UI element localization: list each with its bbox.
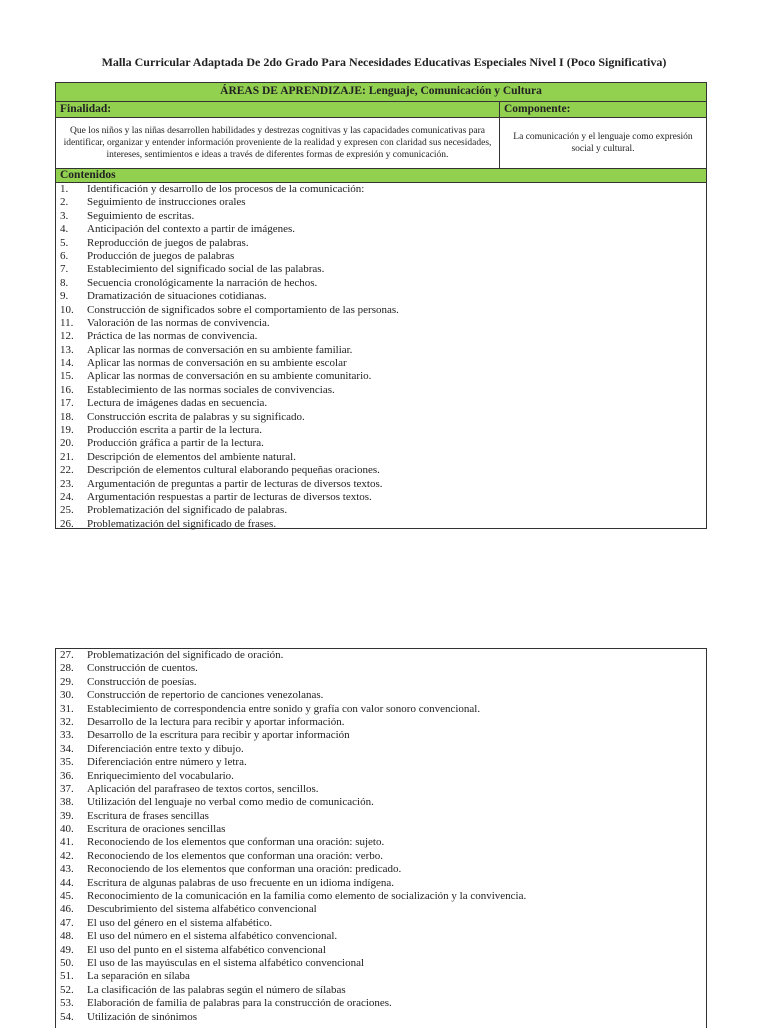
- list-item-number: 41.: [60, 836, 74, 849]
- list-item: [56, 277, 706, 290]
- list-item-text: Identificación y desarrollo de los procesos de la comunicación:: [87, 183, 365, 195]
- list-item-text: Desarrollo de la lectura para recibir y aportar información.: [87, 715, 345, 728]
- list-item-number: 39.: [60, 809, 74, 822]
- list-item-number: 21.: [60, 450, 74, 463]
- column-headers: [56, 102, 706, 118]
- list-item: [56, 518, 706, 531]
- list-item: [56, 810, 706, 823]
- list-item: [56, 689, 706, 702]
- list-item: [56, 397, 706, 410]
- list-item-text: Reproducción de juegos de palabras.: [87, 236, 249, 249]
- curriculum-table-continued: [55, 648, 707, 1028]
- list-item: [56, 796, 706, 809]
- list-item-text: Problematización del significado de palabras.: [87, 504, 288, 517]
- list-item: [56, 491, 706, 504]
- contenidos-label: Contenidos: [56, 169, 706, 183]
- list-item-number: 32.: [60, 715, 74, 728]
- list-item-text: Escritura de algunas palabras de uso frecuente en un idioma indígena.: [87, 876, 394, 889]
- list-item-text: Secuencia cronológicamente la narración de hechos.: [87, 276, 318, 289]
- document-title: Malla Curricular Adaptada De 2do Grado Para Necesidades Educativas Especiales Nivel I (Poco Significativa): [101, 55, 667, 69]
- list-item: [56, 210, 706, 223]
- list-item-text: El uso del género en el sistema alfabético.: [87, 916, 273, 929]
- list-item-number: 53.: [60, 997, 74, 1010]
- list-item-text: El uso de las mayúsculas en el sistema alfabético convencional: [87, 956, 365, 969]
- list-item-text: El uso del punto en el sistema alfabético convencional: [87, 943, 326, 956]
- area-header: ÁREAS DE APRENDIZAJE: Lenguaje, Comunicación y Cultura: [56, 83, 706, 102]
- list-item: [56, 716, 706, 729]
- list-item-number: 8.: [60, 276, 69, 289]
- list-item-text: Establecimiento de correspondencia entre sonido y grafía con valor sonoro convencional.: [87, 702, 481, 715]
- list-item-number: 27.: [60, 649, 74, 661]
- list-item-number: 51.: [60, 970, 74, 983]
- list-item-number: 2.: [60, 196, 69, 209]
- list-item-text: Escritura de oraciones sencillas: [87, 823, 226, 836]
- list-item-number: 28.: [60, 662, 74, 675]
- list-item-number: 17.: [60, 397, 74, 410]
- list-item-number: 49.: [60, 943, 74, 956]
- list-item: [56, 370, 706, 383]
- componente-label: Componente:: [504, 103, 571, 115]
- list-item: [56, 357, 706, 370]
- list-item: [56, 183, 706, 196]
- list-item-text: Reconocimiento de la comunicación en la familia como elemento de socialización y la convivencia.: [87, 890, 527, 903]
- list-item: [56, 290, 706, 303]
- list-item: [56, 263, 706, 276]
- list-item: [56, 437, 706, 450]
- list-item-number: 4.: [60, 223, 69, 236]
- list-item-text: Construcción de poesías.: [87, 675, 197, 688]
- list-item-text: Diferenciación entre texto y dibujo.: [87, 742, 244, 755]
- list-item: [56, 863, 706, 876]
- list-item-text: Aplicar las normas de conversación en su ambiente familiar.: [87, 343, 353, 356]
- list-item-text: Utilización de sinónimos: [87, 1010, 197, 1023]
- list-item: [56, 424, 706, 437]
- list-item-number: 36.: [60, 769, 74, 782]
- list-item-number: 18.: [60, 410, 74, 423]
- list-item-text: Establecimiento de las normas sociales de convivencias.: [87, 383, 335, 396]
- list-item: [56, 836, 706, 849]
- list-item: [56, 877, 706, 890]
- finalidad-label: Finalidad:: [56, 102, 500, 117]
- list-item-number: 34.: [60, 742, 74, 755]
- list-item: [56, 957, 706, 970]
- list-item-number: 14.: [60, 357, 74, 370]
- list-item-number: 24.: [60, 490, 74, 503]
- list-item-number: 3.: [60, 209, 69, 222]
- list-item-number: 25.: [60, 504, 74, 517]
- list-item-text: Descripción de elementos del ambiente natural.: [87, 450, 296, 463]
- list-item: [56, 703, 706, 716]
- list-item-text: Reconociendo de los elementos que conforman una oración: sujeto.: [87, 836, 385, 849]
- list-item-text: Aplicar las normas de conversación en su ambiente comunitario.: [87, 370, 372, 383]
- list-item-number: 47.: [60, 916, 74, 929]
- list-item-text: Escritura de frases sencillas: [87, 809, 209, 822]
- list-item-number: 50.: [60, 956, 74, 969]
- list-item: [56, 384, 706, 397]
- list-item-text: Reconociendo de los elementos que conforman una oración: verbo.: [87, 849, 383, 862]
- list-item-text: Construcción de cuentos.: [87, 662, 198, 675]
- list-item-number: 44.: [60, 876, 74, 889]
- list-item: [56, 903, 706, 916]
- list-item-text: Construcción de repertorio de canciones venezolanas.: [87, 689, 324, 702]
- list-item-number: 7.: [60, 263, 69, 276]
- list-item-number: 40.: [60, 823, 74, 836]
- list-item: [56, 984, 706, 997]
- list-item-text: Elaboración de familia de palabras para la construcción de oraciones.: [87, 997, 392, 1010]
- list-item: [56, 823, 706, 836]
- list-item-number: 10.: [60, 303, 74, 316]
- list-item-text: Producción gráfica a partir de la lectura.: [87, 437, 264, 450]
- list-item: [56, 223, 706, 236]
- list-item-number: 6.: [60, 249, 69, 262]
- list-item-text: La clasificación de las palabras según el número de sílabas: [87, 983, 346, 996]
- list-item-number: 31.: [60, 702, 74, 715]
- list-item-number: 19.: [60, 424, 74, 437]
- list-item-text: Valoración de las normas de convivencia.: [87, 316, 270, 329]
- list-item-text: Descripción de elementos cultural elaborando pequeñas oraciones.: [87, 464, 380, 477]
- contenidos-list-page-1: [56, 183, 706, 531]
- list-item-text: Establecimiento del significado social de las palabras.: [87, 263, 325, 276]
- list-item-text: Seguimiento de escritas.: [87, 209, 195, 222]
- list-item-number: 54.: [60, 1010, 74, 1023]
- list-item: [56, 743, 706, 756]
- list-item-number: 1.: [60, 183, 69, 195]
- list-item-text: Argumentación respuestas a partir de lecturas de diversos textos.: [87, 490, 372, 503]
- list-item-number: 52.: [60, 983, 74, 996]
- list-item-text: Problematización del significado de frases.: [87, 517, 277, 530]
- list-item-number: 5.: [60, 236, 69, 249]
- curriculum-table: [55, 82, 707, 529]
- list-item: [56, 729, 706, 742]
- list-item: [56, 917, 706, 930]
- list-item-text: Lectura de imágenes dadas en secuencia.: [87, 397, 268, 410]
- list-item: [56, 451, 706, 464]
- list-item-text: Aplicar las normas de conversación en su ambiente escolar: [87, 357, 347, 370]
- list-item-number: 43.: [60, 863, 74, 876]
- list-item: [56, 504, 706, 517]
- list-item: [56, 970, 706, 983]
- list-item-text: Desarrollo de la escritura para recibir y aportar información: [87, 729, 350, 742]
- list-item-number: 20.: [60, 437, 74, 450]
- list-item-text: Enriquecimiento del vocabulario.: [87, 769, 234, 782]
- list-item: [56, 944, 706, 957]
- list-item-number: 46.: [60, 903, 74, 916]
- list-item-text: La separación en sílaba: [87, 970, 190, 983]
- list-item: [56, 411, 706, 424]
- list-item-text: Argumentación de preguntas a partir de lecturas de diversos textos.: [87, 477, 383, 490]
- finalidad-text: Que los niños y las niñas desarrollen habilidades y destrezas cognitivas y las capacidades comunicativas para identificar, organizar y entender información proveniente de la realidad y expresen con claridad sus necesidades, intereses, sentimientos e ideas a través de diferentes formas de expresión y comunicación.: [56, 118, 500, 168]
- list-item-number: 45.: [60, 890, 74, 903]
- list-item: [56, 330, 706, 343]
- list-item: [56, 930, 706, 943]
- list-item-text: Anticipación del contexto a partir de imágenes.: [87, 223, 296, 236]
- list-item-text: Práctica de las normas de convivencia.: [87, 330, 258, 343]
- componente-text: La comunicación y el lenguaje como expresión social y cultural.: [513, 132, 693, 154]
- list-item-number: 48.: [60, 930, 74, 943]
- list-item: [56, 304, 706, 317]
- list-item-text: Reconociendo de los elementos que conforman una oración: predicado.: [87, 863, 402, 876]
- list-item-number: 35.: [60, 756, 74, 769]
- list-item-number: 9.: [60, 290, 69, 303]
- list-item-text: Aplicación del parafraseo de textos cortos, sencillos.: [87, 782, 319, 795]
- list-item-text: Construcción escrita de palabras y su significado.: [87, 410, 305, 423]
- contenidos-list-page-2: [56, 649, 706, 1024]
- list-item-number: 26.: [60, 517, 74, 530]
- list-item: [56, 250, 706, 263]
- list-item-number: 13.: [60, 343, 74, 356]
- list-item-number: 37.: [60, 782, 74, 795]
- list-item: [56, 850, 706, 863]
- list-item-number: 33.: [60, 729, 74, 742]
- list-item: [56, 1011, 706, 1024]
- list-item: [56, 770, 706, 783]
- list-item: [56, 756, 706, 769]
- list-item: [56, 317, 706, 330]
- list-item: [56, 196, 706, 209]
- list-item: [56, 997, 706, 1010]
- list-item: [56, 649, 706, 662]
- list-item-text: Utilización del lenguaje no verbal como medio de comunicación.: [87, 796, 374, 809]
- list-item-text: Descubrimiento del sistema alfabético convencional: [87, 903, 317, 916]
- list-item-number: 16.: [60, 383, 74, 396]
- list-item-number: 12.: [60, 330, 74, 343]
- list-item-text: Producción escrita a partir de la lectura.: [87, 424, 263, 437]
- list-item-text: El uso del número en el sistema alfabético convencional.: [87, 930, 338, 943]
- list-item: [56, 676, 706, 689]
- list-item-text: Dramatización de situaciones cotidianas.: [87, 290, 267, 303]
- list-item-number: 30.: [60, 689, 74, 702]
- list-item-number: 42.: [60, 849, 74, 862]
- list-item-number: 29.: [60, 675, 74, 688]
- list-item: [56, 890, 706, 903]
- list-item-number: 11.: [60, 316, 74, 329]
- list-item-text: Problematización del significado de oración.: [87, 649, 284, 661]
- list-item: [56, 237, 706, 250]
- list-item-number: 23.: [60, 477, 74, 490]
- list-item: [56, 662, 706, 675]
- list-item-number: 22.: [60, 464, 74, 477]
- list-item: [56, 344, 706, 357]
- list-item-number: 15.: [60, 370, 74, 383]
- list-item: [56, 464, 706, 477]
- list-item: [56, 478, 706, 491]
- description-row: [56, 118, 706, 169]
- list-item-text: Diferenciación entre número y letra.: [87, 756, 247, 769]
- list-item-text: Producción de juegos de palabras: [87, 249, 235, 262]
- list-item-text: Construcción de significados sobre el comportamiento de las personas.: [87, 303, 399, 316]
- list-item: [56, 783, 706, 796]
- list-item-text: Seguimiento de instrucciones orales: [87, 196, 246, 209]
- list-item-number: 38.: [60, 796, 74, 809]
